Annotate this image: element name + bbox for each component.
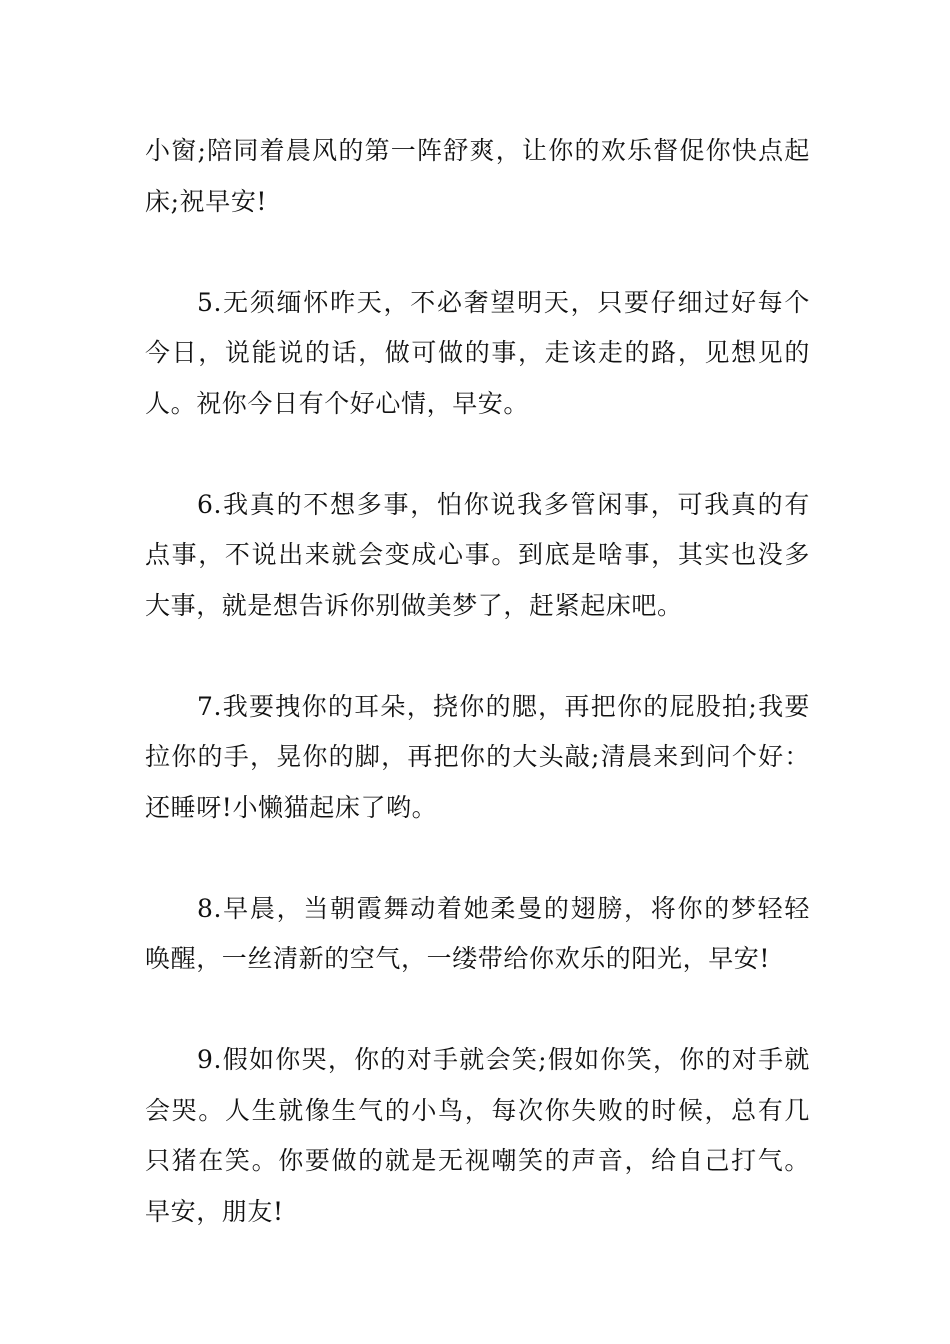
paragraph-item-8: 8.早晨，当朝霞舞动着她柔曼的翅膀，将你的梦轻轻唤醒，一丝清新的空气，一缕带给你欢乐的阳光，早安! bbox=[145, 893, 810, 973]
document-page bbox=[145, 126, 810, 1288]
paragraph-continuation: 小窗;陪同着晨风的第一阵舒爽，让你的欢乐督促你快点起床;祝早安! bbox=[145, 136, 810, 216]
paragraph-item-9: 9.假如你哭，你的对手就会笑;假如你笑，你的对手就会哭。人生就像生气的小鸟，每次你失败的时候，总有几只猪在笑。你要做的就是无视嘲笑的声音，给自己打气。早安，朋友! bbox=[145, 1045, 810, 1226]
paragraph-item-7: 7.我要拽你的耳朵，挠你的腮，再把你的屁股拍;我要拉你的手，晃你的脚，再把你的大头敲;清晨来到问个好：还睡呀!小懒猫起床了哟。 bbox=[145, 691, 810, 822]
paragraph-item-6: 6.我真的不想多事，怕你说我多管闲事，可我真的有点事，不说出来就会变成心事。到底是啥事，其实也没多大事，就是想告诉你别做美梦了，赶紧起床吧。 bbox=[145, 489, 810, 620]
paragraph-item-5: 5.无须缅怀昨天，不必奢望明天，只要仔细过好每个今日，说能说的话，做可做的事，走该走的路，见想见的人。祝你今日有个好心情，早安。 bbox=[145, 287, 810, 418]
